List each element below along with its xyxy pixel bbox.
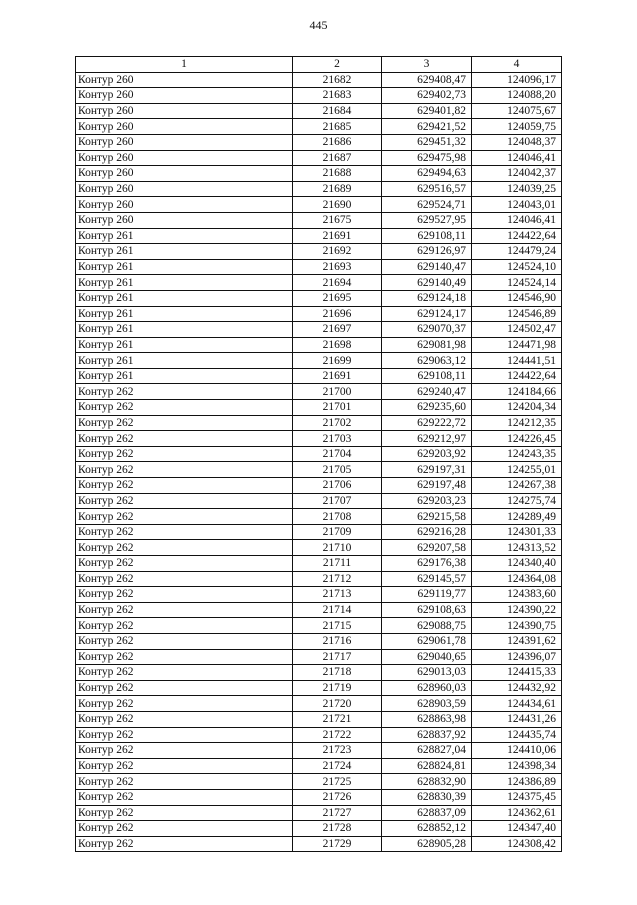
y-coordinate-cell: 124386,89 bbox=[472, 774, 562, 790]
contour-name-cell: Контур 261 bbox=[76, 228, 293, 244]
table-row bbox=[76, 743, 562, 759]
y-coordinate-cell: 124546,90 bbox=[472, 290, 562, 306]
x-coordinate-cell: 629203,92 bbox=[382, 446, 472, 462]
x-coordinate-cell: 629222,72 bbox=[382, 415, 472, 431]
table-row bbox=[76, 337, 562, 353]
x-coordinate-cell: 629216,28 bbox=[382, 524, 472, 540]
point-number-cell: 21702 bbox=[293, 415, 382, 431]
point-number-cell: 21691 bbox=[293, 228, 382, 244]
table-row bbox=[76, 244, 562, 260]
table-row bbox=[76, 618, 562, 634]
contour-name-cell: Контур 262 bbox=[76, 789, 293, 805]
table-row bbox=[76, 680, 562, 696]
table-row bbox=[76, 665, 562, 681]
x-coordinate-cell: 629126,97 bbox=[382, 244, 472, 260]
contour-name-cell: Контур 262 bbox=[76, 633, 293, 649]
x-coordinate-cell: 629119,77 bbox=[382, 587, 472, 603]
contour-name-cell: Контур 262 bbox=[76, 602, 293, 618]
column-header: 1 bbox=[76, 57, 293, 73]
x-coordinate-cell: 629140,47 bbox=[382, 259, 472, 275]
point-number-cell: 21722 bbox=[293, 727, 382, 743]
table-header-row bbox=[76, 57, 562, 73]
y-coordinate-cell: 124524,10 bbox=[472, 259, 562, 275]
point-number-cell: 21695 bbox=[293, 290, 382, 306]
contour-name-cell: Контур 262 bbox=[76, 478, 293, 494]
contour-name-cell: Контур 260 bbox=[76, 134, 293, 150]
contour-name-cell: Контур 262 bbox=[76, 665, 293, 681]
page-number: 445 bbox=[309, 18, 328, 32]
x-coordinate-cell: 629212,97 bbox=[382, 431, 472, 447]
contour-name-cell: Контур 262 bbox=[76, 618, 293, 634]
y-coordinate-cell: 124390,75 bbox=[472, 618, 562, 634]
point-number-cell: 21724 bbox=[293, 758, 382, 774]
y-coordinate-cell: 124435,74 bbox=[472, 727, 562, 743]
table-row bbox=[76, 727, 562, 743]
x-coordinate-cell: 629402,73 bbox=[382, 88, 472, 104]
contour-name-cell: Контур 262 bbox=[76, 556, 293, 572]
contour-name-cell: Контур 262 bbox=[76, 540, 293, 556]
contour-name-cell: Контур 261 bbox=[76, 290, 293, 306]
point-number-cell: 21691 bbox=[293, 368, 382, 384]
x-coordinate-cell: 628852,12 bbox=[382, 821, 472, 837]
x-coordinate-cell: 629124,18 bbox=[382, 290, 472, 306]
y-coordinate-cell: 124212,35 bbox=[472, 415, 562, 431]
x-coordinate-cell: 629207,58 bbox=[382, 540, 472, 556]
y-coordinate-cell: 124075,67 bbox=[472, 103, 562, 119]
point-number-cell: 21675 bbox=[293, 212, 382, 228]
x-coordinate-cell: 629176,38 bbox=[382, 556, 472, 572]
y-coordinate-cell: 124396,07 bbox=[472, 649, 562, 665]
contour-name-cell: Контур 262 bbox=[76, 774, 293, 790]
table-row bbox=[76, 649, 562, 665]
point-number-cell: 21728 bbox=[293, 821, 382, 837]
x-coordinate-cell: 629108,11 bbox=[382, 228, 472, 244]
x-coordinate-cell: 629061,78 bbox=[382, 633, 472, 649]
point-number-cell: 21686 bbox=[293, 134, 382, 150]
contour-name-cell: Контур 262 bbox=[76, 400, 293, 416]
contour-name-cell: Контур 261 bbox=[76, 368, 293, 384]
point-number-cell: 21693 bbox=[293, 259, 382, 275]
x-coordinate-cell: 628827,04 bbox=[382, 743, 472, 759]
table-row bbox=[76, 275, 562, 291]
y-coordinate-cell: 124289,49 bbox=[472, 509, 562, 525]
point-number-cell: 21701 bbox=[293, 400, 382, 416]
point-number-cell: 21682 bbox=[293, 72, 382, 88]
y-coordinate-cell: 124398,34 bbox=[472, 758, 562, 774]
point-number-cell: 21703 bbox=[293, 431, 382, 447]
table-row bbox=[76, 571, 562, 587]
contour-name-cell: Контур 260 bbox=[76, 72, 293, 88]
table-row bbox=[76, 212, 562, 228]
table-row bbox=[76, 587, 562, 603]
contour-name-cell: Контур 262 bbox=[76, 680, 293, 696]
contour-name-cell: Контур 260 bbox=[76, 181, 293, 197]
x-coordinate-cell: 629040,65 bbox=[382, 649, 472, 665]
contour-name-cell: Контур 262 bbox=[76, 821, 293, 837]
point-number-cell: 21707 bbox=[293, 493, 382, 509]
column-header: 4 bbox=[472, 57, 562, 73]
contour-name-cell: Контур 260 bbox=[76, 212, 293, 228]
table-row bbox=[76, 88, 562, 104]
y-coordinate-cell: 124441,51 bbox=[472, 353, 562, 369]
y-coordinate-cell: 124524,14 bbox=[472, 275, 562, 291]
y-coordinate-cell: 124184,66 bbox=[472, 384, 562, 400]
contour-name-cell: Контур 262 bbox=[76, 649, 293, 665]
table-row bbox=[76, 540, 562, 556]
contour-name-cell: Контур 260 bbox=[76, 119, 293, 135]
y-coordinate-cell: 124046,41 bbox=[472, 212, 562, 228]
table-row bbox=[76, 711, 562, 727]
point-number-cell: 21714 bbox=[293, 602, 382, 618]
point-number-cell: 21700 bbox=[293, 384, 382, 400]
point-number-cell: 21687 bbox=[293, 150, 382, 166]
y-coordinate-cell: 124364,08 bbox=[472, 571, 562, 587]
contour-name-cell: Контур 262 bbox=[76, 727, 293, 743]
coordinates-table bbox=[75, 56, 562, 852]
table-row bbox=[76, 556, 562, 572]
y-coordinate-cell: 124546,89 bbox=[472, 306, 562, 322]
table-row bbox=[76, 446, 562, 462]
table-row bbox=[76, 134, 562, 150]
x-coordinate-cell: 629235,60 bbox=[382, 400, 472, 416]
x-coordinate-cell: 629408,47 bbox=[382, 72, 472, 88]
x-coordinate-cell: 628830,39 bbox=[382, 789, 472, 805]
x-coordinate-cell: 628960,03 bbox=[382, 680, 472, 696]
point-number-cell: 21723 bbox=[293, 743, 382, 759]
contour-name-cell: Контур 261 bbox=[76, 322, 293, 338]
contour-name-cell: Контур 262 bbox=[76, 431, 293, 447]
y-coordinate-cell: 124434,61 bbox=[472, 696, 562, 712]
point-number-cell: 21689 bbox=[293, 181, 382, 197]
x-coordinate-cell: 629013,03 bbox=[382, 665, 472, 681]
y-coordinate-cell: 124088,20 bbox=[472, 88, 562, 104]
table-row bbox=[76, 774, 562, 790]
x-coordinate-cell: 629203,23 bbox=[382, 493, 472, 509]
point-number-cell: 21712 bbox=[293, 571, 382, 587]
contour-name-cell: Контур 262 bbox=[76, 524, 293, 540]
y-coordinate-cell: 124347,40 bbox=[472, 821, 562, 837]
contour-name-cell: Контур 262 bbox=[76, 571, 293, 587]
table-row bbox=[76, 400, 562, 416]
x-coordinate-cell: 629063,12 bbox=[382, 353, 472, 369]
y-coordinate-cell: 124383,60 bbox=[472, 587, 562, 603]
x-coordinate-cell: 629081,98 bbox=[382, 337, 472, 353]
contour-name-cell: Контур 262 bbox=[76, 836, 293, 852]
x-coordinate-cell: 629140,49 bbox=[382, 275, 472, 291]
y-coordinate-cell: 124059,75 bbox=[472, 119, 562, 135]
y-coordinate-cell: 124362,61 bbox=[472, 805, 562, 821]
point-number-cell: 21690 bbox=[293, 197, 382, 213]
y-coordinate-cell: 124415,33 bbox=[472, 665, 562, 681]
point-number-cell: 21696 bbox=[293, 306, 382, 322]
contour-name-cell: Контур 262 bbox=[76, 711, 293, 727]
point-number-cell: 21684 bbox=[293, 103, 382, 119]
contour-name-cell: Контур 261 bbox=[76, 306, 293, 322]
y-coordinate-cell: 124308,42 bbox=[472, 836, 562, 852]
contour-name-cell: Контур 262 bbox=[76, 446, 293, 462]
table-row bbox=[76, 696, 562, 712]
x-coordinate-cell: 629240,47 bbox=[382, 384, 472, 400]
point-number-cell: 21719 bbox=[293, 680, 382, 696]
contour-name-cell: Контур 262 bbox=[76, 415, 293, 431]
y-coordinate-cell: 124204,34 bbox=[472, 400, 562, 416]
table-row bbox=[76, 633, 562, 649]
x-coordinate-cell: 629108,63 bbox=[382, 602, 472, 618]
point-number-cell: 21699 bbox=[293, 353, 382, 369]
point-number-cell: 21688 bbox=[293, 166, 382, 182]
y-coordinate-cell: 124340,40 bbox=[472, 556, 562, 572]
x-coordinate-cell: 629197,48 bbox=[382, 478, 472, 494]
x-coordinate-cell: 628863,98 bbox=[382, 711, 472, 727]
point-number-cell: 21716 bbox=[293, 633, 382, 649]
contour-name-cell: Контур 261 bbox=[76, 353, 293, 369]
y-coordinate-cell: 124096,17 bbox=[472, 72, 562, 88]
table-body bbox=[76, 72, 562, 852]
contour-name-cell: Контур 262 bbox=[76, 462, 293, 478]
table-row bbox=[76, 290, 562, 306]
y-coordinate-cell: 124471,98 bbox=[472, 337, 562, 353]
y-coordinate-cell: 124048,37 bbox=[472, 134, 562, 150]
y-coordinate-cell: 124431,26 bbox=[472, 711, 562, 727]
table-row bbox=[76, 493, 562, 509]
table-row bbox=[76, 836, 562, 852]
table-row bbox=[76, 306, 562, 322]
point-number-cell: 21717 bbox=[293, 649, 382, 665]
column-header: 3 bbox=[382, 57, 472, 73]
table-row bbox=[76, 119, 562, 135]
point-number-cell: 21706 bbox=[293, 478, 382, 494]
x-coordinate-cell: 628837,92 bbox=[382, 727, 472, 743]
table-row bbox=[76, 431, 562, 447]
point-number-cell: 21727 bbox=[293, 805, 382, 821]
contour-name-cell: Контур 260 bbox=[76, 197, 293, 213]
point-number-cell: 21713 bbox=[293, 587, 382, 603]
x-coordinate-cell: 629401,82 bbox=[382, 103, 472, 119]
x-coordinate-cell: 628837,09 bbox=[382, 805, 472, 821]
table-row bbox=[76, 805, 562, 821]
x-coordinate-cell: 629421,52 bbox=[382, 119, 472, 135]
x-coordinate-cell: 629124,17 bbox=[382, 306, 472, 322]
x-coordinate-cell: 629494,63 bbox=[382, 166, 472, 182]
contour-name-cell: Контур 262 bbox=[76, 384, 293, 400]
x-coordinate-cell: 628824,81 bbox=[382, 758, 472, 774]
table-row bbox=[76, 384, 562, 400]
point-number-cell: 21715 bbox=[293, 618, 382, 634]
y-coordinate-cell: 124255,01 bbox=[472, 462, 562, 478]
contour-name-cell: Контур 260 bbox=[76, 166, 293, 182]
table-row bbox=[76, 789, 562, 805]
y-coordinate-cell: 124390,22 bbox=[472, 602, 562, 618]
point-number-cell: 21726 bbox=[293, 789, 382, 805]
table-row bbox=[76, 821, 562, 837]
y-coordinate-cell: 124301,33 bbox=[472, 524, 562, 540]
y-coordinate-cell: 124502,47 bbox=[472, 322, 562, 338]
x-coordinate-cell: 629070,37 bbox=[382, 322, 472, 338]
x-coordinate-cell: 629215,58 bbox=[382, 509, 472, 525]
x-coordinate-cell: 629088,75 bbox=[382, 618, 472, 634]
table-row bbox=[76, 181, 562, 197]
y-coordinate-cell: 124313,52 bbox=[472, 540, 562, 556]
contour-name-cell: Контур 262 bbox=[76, 758, 293, 774]
point-number-cell: 21720 bbox=[293, 696, 382, 712]
table-row bbox=[76, 103, 562, 119]
table-row bbox=[76, 166, 562, 182]
y-coordinate-cell: 124375,45 bbox=[472, 789, 562, 805]
y-coordinate-cell: 124391,62 bbox=[472, 633, 562, 649]
point-number-cell: 21694 bbox=[293, 275, 382, 291]
point-number-cell: 21683 bbox=[293, 88, 382, 104]
contour-name-cell: Контур 262 bbox=[76, 743, 293, 759]
table-row bbox=[76, 415, 562, 431]
contour-name-cell: Контур 262 bbox=[76, 696, 293, 712]
x-coordinate-cell: 629516,57 bbox=[382, 181, 472, 197]
contour-name-cell: Контур 262 bbox=[76, 509, 293, 525]
contour-name-cell: Контур 262 bbox=[76, 587, 293, 603]
contour-name-cell: Контур 261 bbox=[76, 337, 293, 353]
point-number-cell: 21718 bbox=[293, 665, 382, 681]
table-row bbox=[76, 353, 562, 369]
point-number-cell: 21725 bbox=[293, 774, 382, 790]
point-number-cell: 21711 bbox=[293, 556, 382, 572]
point-number-cell: 21705 bbox=[293, 462, 382, 478]
x-coordinate-cell: 628903,59 bbox=[382, 696, 472, 712]
point-number-cell: 21704 bbox=[293, 446, 382, 462]
point-number-cell: 21710 bbox=[293, 540, 382, 556]
x-coordinate-cell: 629145,57 bbox=[382, 571, 472, 587]
table-row bbox=[76, 478, 562, 494]
table-row bbox=[76, 150, 562, 166]
table-row bbox=[76, 322, 562, 338]
y-coordinate-cell: 124267,38 bbox=[472, 478, 562, 494]
y-coordinate-cell: 124410,06 bbox=[472, 743, 562, 759]
point-number-cell: 21709 bbox=[293, 524, 382, 540]
y-coordinate-cell: 124432,92 bbox=[472, 680, 562, 696]
contour-name-cell: Контур 262 bbox=[76, 805, 293, 821]
point-number-cell: 21692 bbox=[293, 244, 382, 260]
table-row bbox=[76, 368, 562, 384]
point-number-cell: 21729 bbox=[293, 836, 382, 852]
table-row bbox=[76, 462, 562, 478]
x-coordinate-cell: 628905,28 bbox=[382, 836, 472, 852]
y-coordinate-cell: 124226,45 bbox=[472, 431, 562, 447]
x-coordinate-cell: 629527,95 bbox=[382, 212, 472, 228]
y-coordinate-cell: 124479,24 bbox=[472, 244, 562, 260]
table-row bbox=[76, 72, 562, 88]
contour-name-cell: Контур 260 bbox=[76, 88, 293, 104]
y-coordinate-cell: 124046,41 bbox=[472, 150, 562, 166]
contour-name-cell: Контур 260 bbox=[76, 103, 293, 119]
table-row bbox=[76, 758, 562, 774]
y-coordinate-cell: 124039,25 bbox=[472, 181, 562, 197]
point-number-cell: 21721 bbox=[293, 711, 382, 727]
x-coordinate-cell: 629524,71 bbox=[382, 197, 472, 213]
contour-name-cell: Контур 262 bbox=[76, 493, 293, 509]
column-header: 2 bbox=[293, 57, 382, 73]
table-row bbox=[76, 509, 562, 525]
table-row bbox=[76, 228, 562, 244]
table-row bbox=[76, 197, 562, 213]
point-number-cell: 21698 bbox=[293, 337, 382, 353]
contour-name-cell: Контур 261 bbox=[76, 259, 293, 275]
point-number-cell: 21685 bbox=[293, 119, 382, 135]
y-coordinate-cell: 124042,37 bbox=[472, 166, 562, 182]
y-coordinate-cell: 124243,35 bbox=[472, 446, 562, 462]
contour-name-cell: Контур 260 bbox=[76, 150, 293, 166]
point-number-cell: 21697 bbox=[293, 322, 382, 338]
table-row bbox=[76, 259, 562, 275]
x-coordinate-cell: 629197,31 bbox=[382, 462, 472, 478]
x-coordinate-cell: 629451,32 bbox=[382, 134, 472, 150]
y-coordinate-cell: 124422,64 bbox=[472, 368, 562, 384]
contour-name-cell: Контур 261 bbox=[76, 275, 293, 291]
contour-name-cell: Контур 261 bbox=[76, 244, 293, 260]
table-row bbox=[76, 524, 562, 540]
y-coordinate-cell: 124422,64 bbox=[472, 228, 562, 244]
point-number-cell: 21708 bbox=[293, 509, 382, 525]
x-coordinate-cell: 629108,11 bbox=[382, 368, 472, 384]
x-coordinate-cell: 628832,90 bbox=[382, 774, 472, 790]
y-coordinate-cell: 124275,74 bbox=[472, 493, 562, 509]
y-coordinate-cell: 124043,01 bbox=[472, 197, 562, 213]
x-coordinate-cell: 629475,98 bbox=[382, 150, 472, 166]
table-row bbox=[76, 602, 562, 618]
